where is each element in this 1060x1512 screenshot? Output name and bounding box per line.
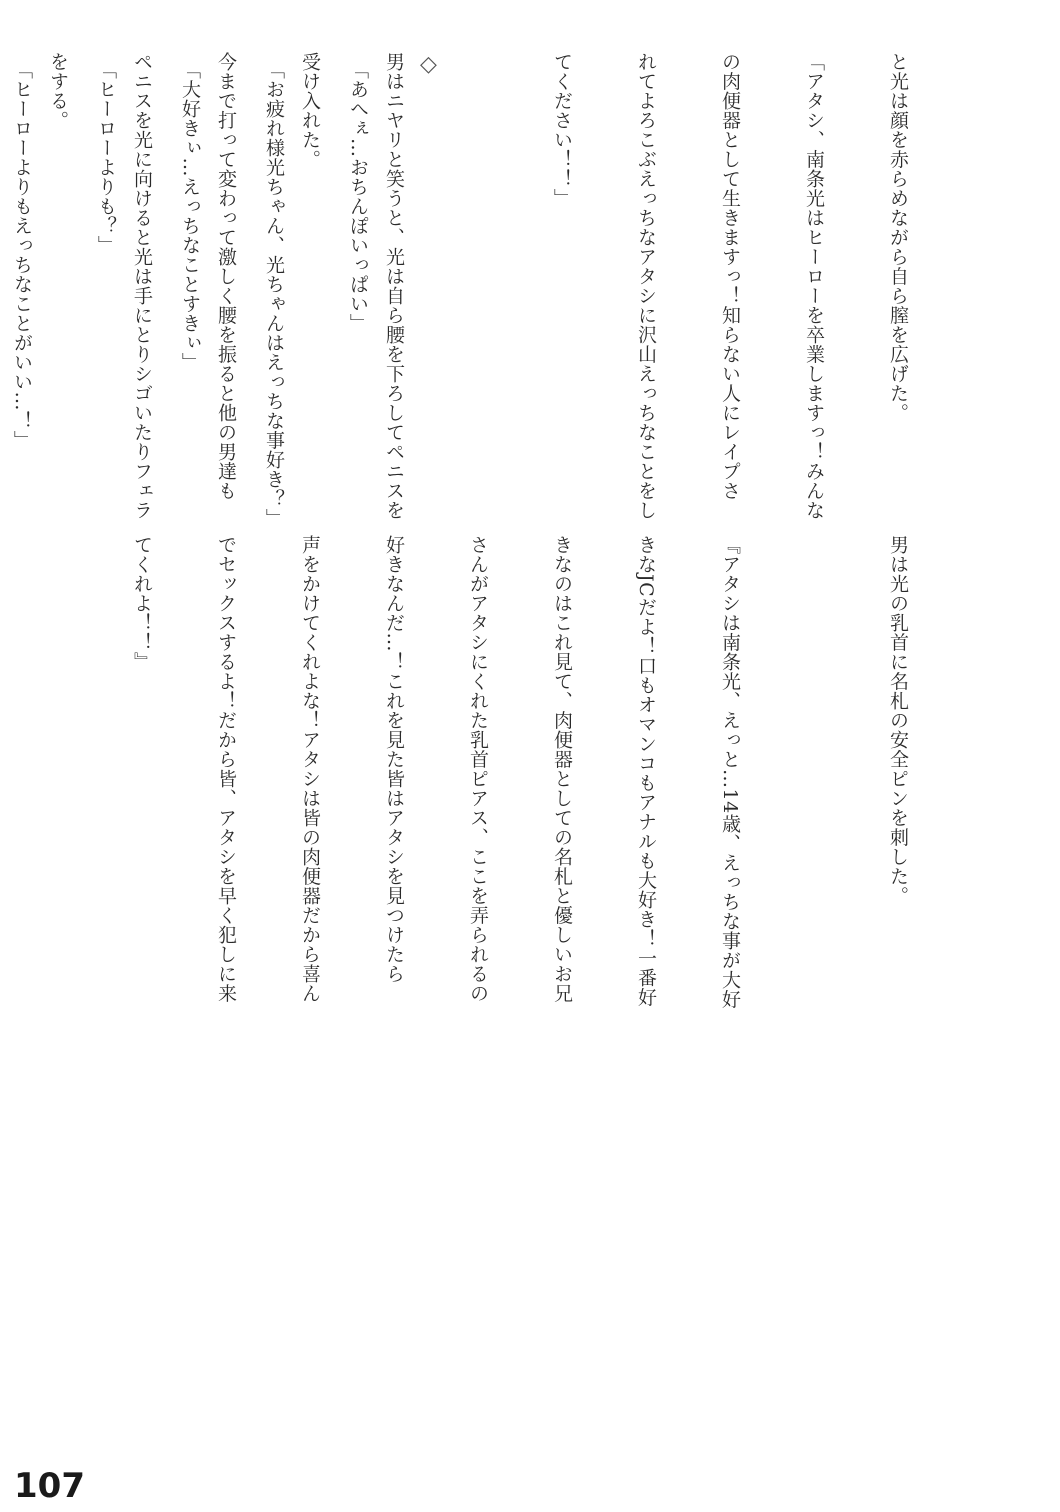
dialogue-line: 「ヒーローよりもえっちなことがいい…！」: [11, 60, 33, 450]
text-line: 声をかけてくれよな！アタシは皆の肉便器だから喜ん: [299, 535, 321, 1003]
text-line: 男はニヤリと笑うと、光は自ら腰を下ろしてペニスを: [383, 52, 405, 520]
lower-text-block: [100, 535, 968, 1175]
text-line: と光は顔を赤らめながら自ら膣を広げた。: [887, 52, 909, 423]
text-line: きなのはこれ見て、肉便器としての名札と優しいお兄: [551, 535, 573, 1003]
text-line: 『アタシは南条光、えっと…14歳、えっちな事が大好: [719, 535, 741, 1009]
text-line: 「アタシ、南条光はヒーローを卒業しますっ！みんな: [803, 52, 825, 520]
text-line: 今まで打って変わって激しく腰を振ると他の男達も: [215, 52, 237, 501]
dialogue-line: 「お疲れ様光ちゃん、光ちゃんはえっちな事好き？」: [263, 60, 285, 528]
text-line: てください！！」: [551, 52, 573, 208]
text-line: 男は光の乳首に名札の安全ピンを刺した。: [887, 535, 909, 906]
text-line: 受け入れた。: [299, 52, 321, 169]
text-line: をする。: [47, 52, 69, 130]
dialogue-line: 「あへぇ…おちんぽいっぱい」: [347, 60, 369, 333]
text-line: れてよろこぶえっちなアタシに沢山えっちなことをし: [635, 52, 657, 520]
text-line: でセックスするよ！だから皆、アタシを早く犯しに来: [215, 535, 237, 1003]
text-line: の肉便器として生きますっ！知らない人にレイプさ: [719, 52, 741, 501]
dialogue-line: 「ヒーローよりも？」: [95, 60, 117, 255]
text-line: さんがアタシにくれた乳首ピアス、ここを弄られるの: [467, 535, 489, 1003]
text-line: ペニスを光に向けると光は手にとりシゴいたりフェラ: [131, 52, 153, 520]
section-separator: ◇: [420, 52, 437, 77]
text-line: 好きなんだ…！これを見た皆はアタシを見つけたら: [383, 535, 405, 984]
text-line: [800, 535, 828, 1175]
text-line: きなJCだよ！口もオマンコもアナルも大好き！一番好: [635, 535, 657, 1007]
page-number: 107: [14, 1466, 85, 1506]
dialogue-line: 「大好きぃ…えっちなことすきぃ」: [179, 60, 201, 372]
text-line: てくれよ！！』: [131, 535, 153, 672]
